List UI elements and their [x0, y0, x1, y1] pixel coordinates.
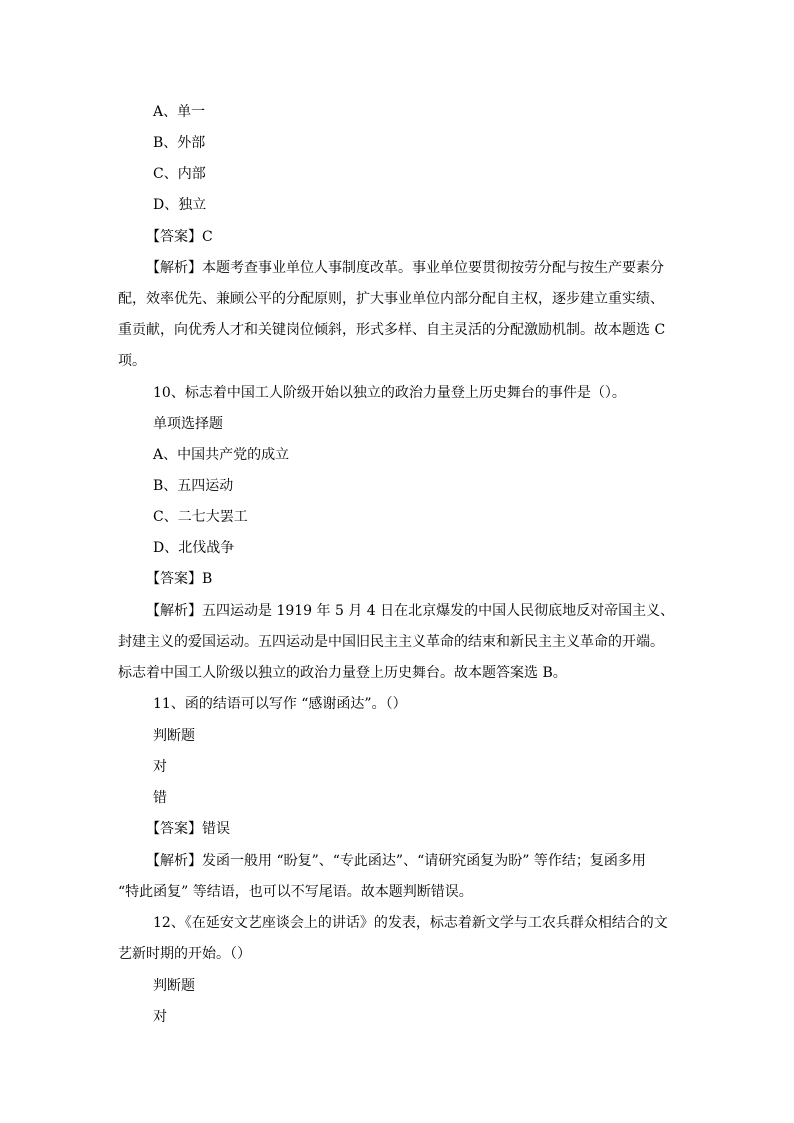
q11-option-false: 错 — [153, 790, 167, 806]
q11-answer: 【答案】错误 — [146, 821, 230, 837]
q12-type: 判断题 — [153, 978, 195, 994]
q9-option-b: B、外部 — [153, 135, 206, 151]
q9-analysis-line: 重贡献，向优秀人才和关键岗位倾斜，形式多样、自主灵活的分配激励机制。故本题选 C — [118, 322, 666, 338]
q10-analysis-line: 标志着中国工人阶级以独立的政治力量登上历史舞台。故本题答案选 B。 — [118, 665, 567, 681]
q9-answer: 【答案】C — [146, 229, 213, 245]
q12-question-line: 12、《在延安文艺座谈会上的讲话》的发表，标志着新文学与工农兵群众相结合的文 — [153, 915, 668, 931]
q12-question-line: 艺新时期的开始。（） — [118, 946, 251, 962]
q10-type: 单项选择题 — [153, 416, 223, 432]
q9-option-c: C、内部 — [153, 166, 206, 182]
q10-option-a: A、中国共产党的成立 — [153, 447, 290, 463]
q11-option-true: 对 — [153, 759, 167, 775]
q10-option-b: B、五四运动 — [153, 478, 234, 494]
q11-type: 判断题 — [153, 728, 195, 744]
q12-option-true: 对 — [153, 1009, 167, 1025]
q11-analysis-line: 【解析】发函一般用 “盼复”、“专此函达”、“请研究函复为盼” 等作结；复函多用 — [146, 853, 646, 869]
q10-option-c: C、二七大罢工 — [153, 509, 248, 525]
q10-question: 10、标志着中国工人阶级开始以独立的政治力量登上历史舞台的事件是（）。 — [153, 385, 626, 401]
q9-option-a: A、单一 — [153, 104, 206, 120]
q10-analysis-line: 封建主义的爱国运动。五四运动是中国旧民主主义革命的结束和新民主主义革命的开端。 — [118, 634, 664, 650]
q10-analysis-line: 【解析】五四运动是 1919 年 5 月 4 日在北京爆发的中国人民彻底地反对帝国主义、 — [146, 603, 675, 619]
q9-analysis-line: 配，效率优先、兼顾公平的分配原则，扩大事业单位内部分配自主权，逐步建立重实绩、 — [118, 291, 664, 307]
q10-option-d: D、北伐战争 — [153, 540, 235, 556]
q11-analysis-line: “特此函复” 等结语，也可以不写尾语。故本题判断错误。 — [118, 884, 473, 900]
q9-analysis-line: 项。 — [118, 353, 146, 369]
q9-analysis-line: 【解析】本题考查事业单位人事制度改革。事业单位要贯彻按劳分配与按生产要素分 — [146, 260, 664, 276]
q9-option-d: D、独立 — [153, 197, 207, 213]
q10-answer: 【答案】B — [146, 571, 213, 587]
q11-question: 11、函的结语可以写作 “感谢函达”。（） — [153, 696, 407, 712]
